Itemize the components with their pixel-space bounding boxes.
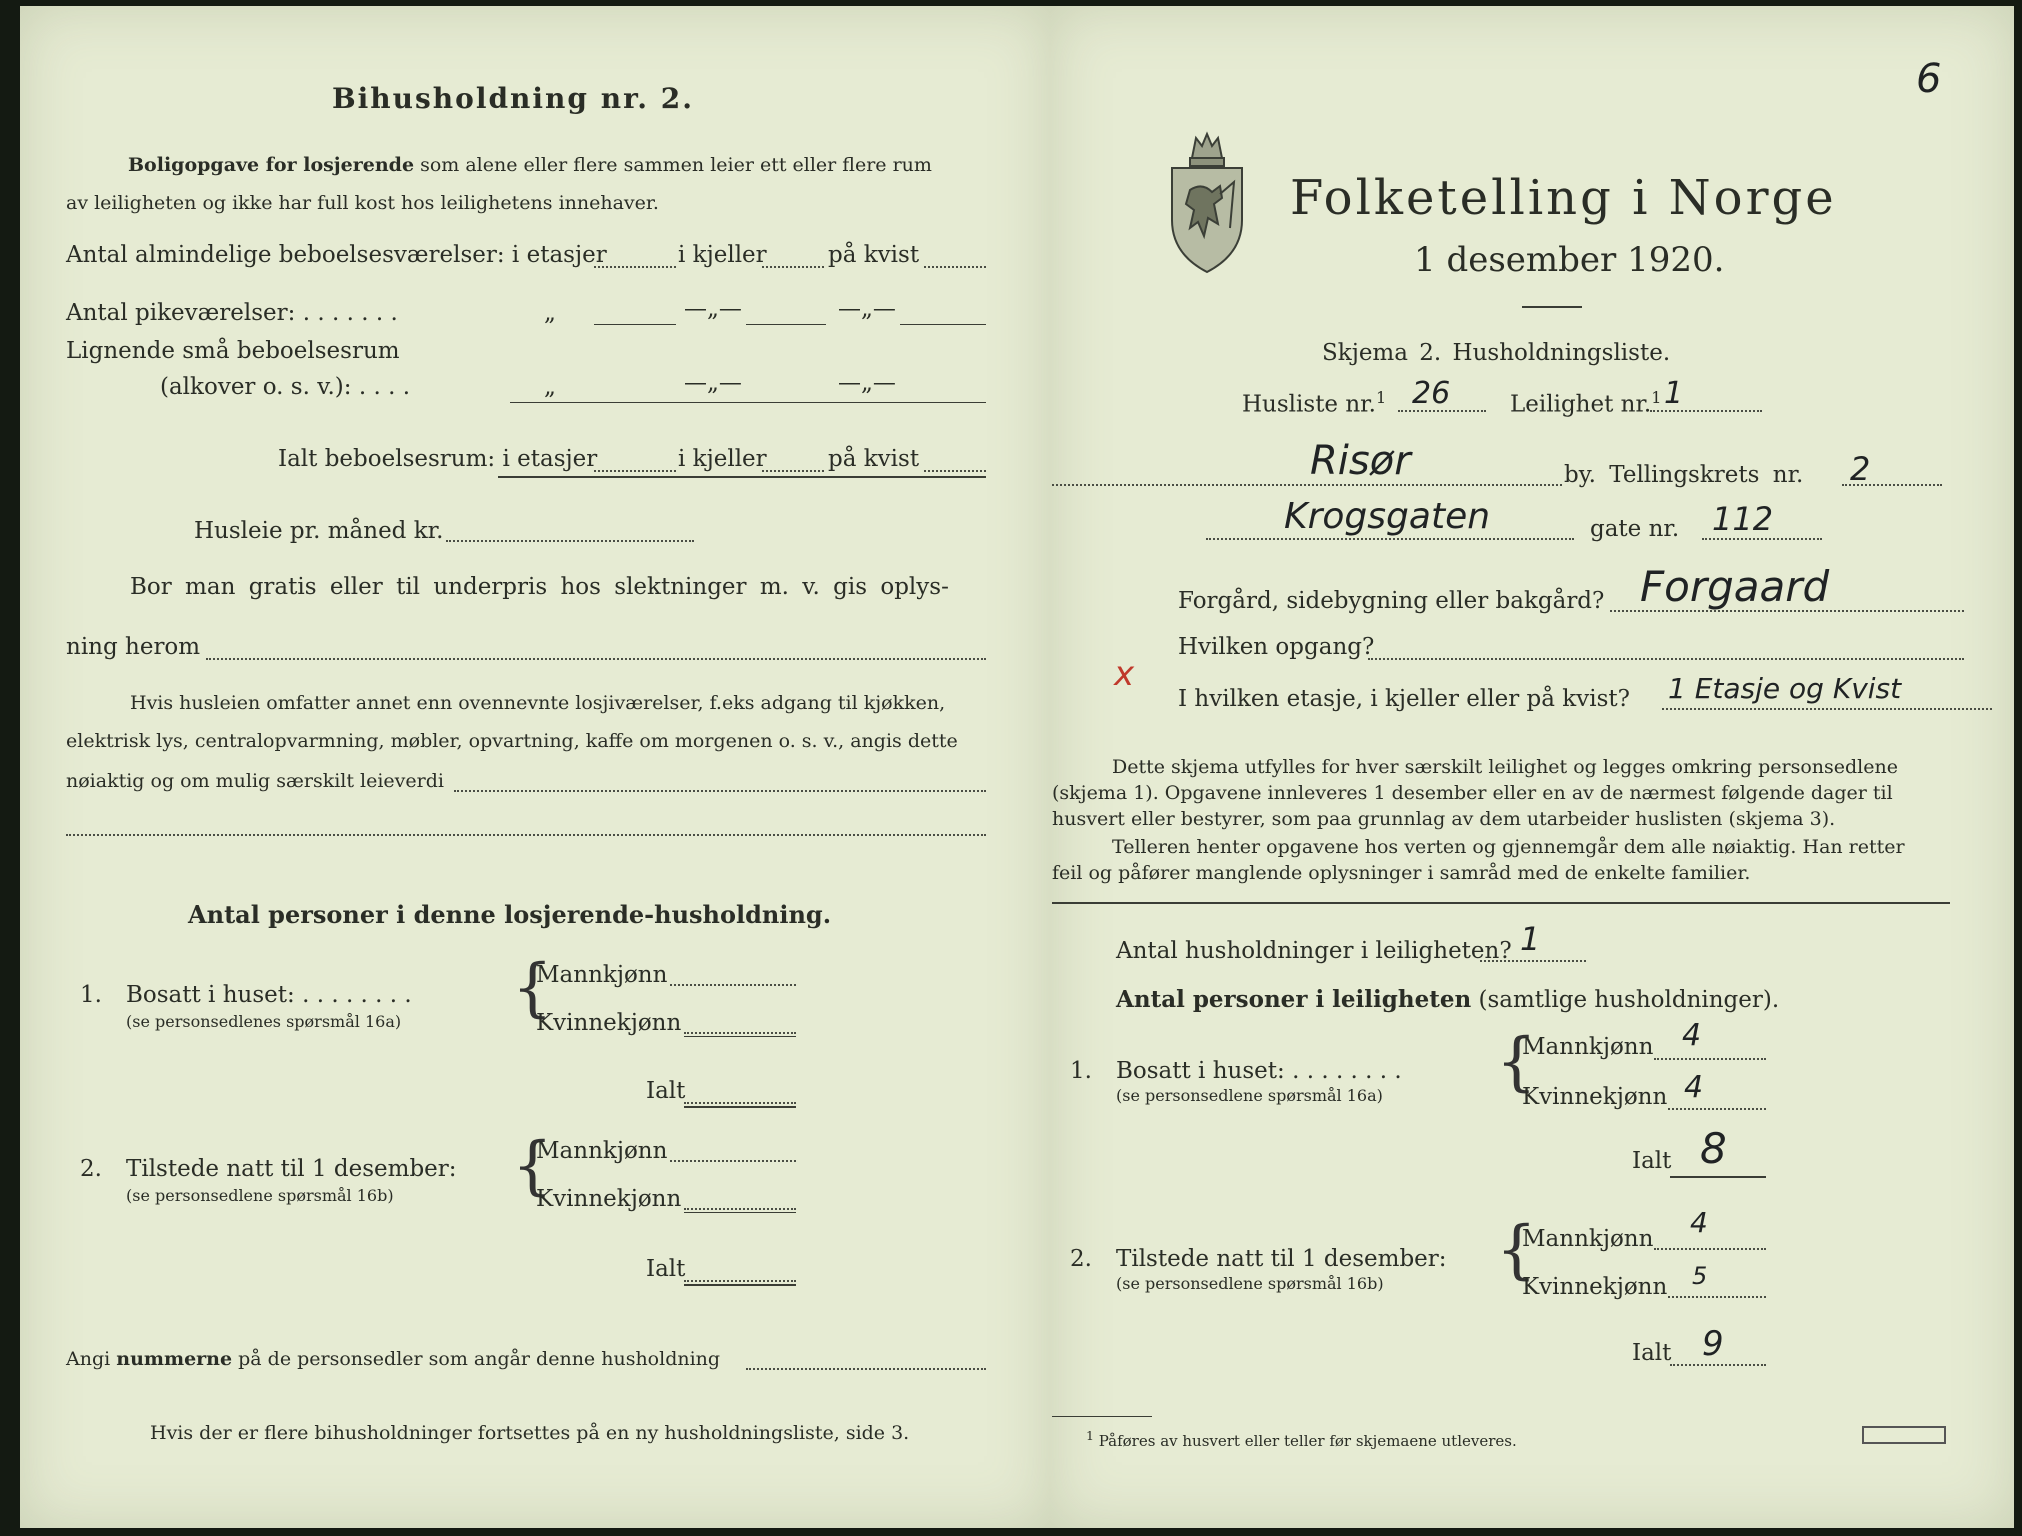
- r-q1-mann-label: Mannkjønn: [1522, 1034, 1654, 1060]
- q2-kvinne-label: Kvinnekjønn: [536, 1186, 682, 1212]
- bihusholdning-title: Bihusholdning nr. 2.: [332, 82, 694, 115]
- q1-number: 1.: [80, 982, 102, 1008]
- q2-kvinne-rule: [684, 1212, 796, 1213]
- pike-ditto-1: „: [544, 300, 556, 326]
- husliste-value: 26: [1412, 376, 1451, 411]
- ialt-kjeller-field[interactable]: [762, 470, 824, 472]
- title-underline: [1522, 306, 1582, 308]
- r-q2-mann-value: 4: [1690, 1206, 1708, 1239]
- city-value: Risør: [1310, 438, 1411, 484]
- ialt-etasjer-field[interactable]: [594, 470, 676, 472]
- red-x-mark: x: [1114, 654, 1135, 694]
- rooms-kjeller-label: i kjeller: [678, 242, 767, 268]
- q1-mann-label: Mannkjønn: [536, 962, 668, 988]
- angi-line: [66, 1348, 720, 1370]
- pike-label: Antal pikeværelser: . . . . . . .: [66, 300, 398, 326]
- pike-kjeller-field[interactable]: [746, 324, 826, 325]
- ialt-kvist-field[interactable]: [924, 470, 986, 472]
- left-page: [20, 6, 1050, 1528]
- r-q2-kvinne-value: 5: [1692, 1262, 1708, 1290]
- lignende-ditto-2: —„—: [684, 370, 742, 396]
- r-q2-label: Tilstede natt til 1 desember:: [1116, 1246, 1447, 1272]
- census-date: 1 desember 1920.: [1414, 240, 1725, 280]
- r-q1-kvinne-label: Kvinnekjønn: [1522, 1084, 1668, 1110]
- gratis-line-2: ning herom: [66, 634, 201, 660]
- antal-hush-label: Antal husholdninger i leiligheten?: [1116, 938, 1512, 964]
- pike-etasjer-field[interactable]: [594, 324, 676, 325]
- r-q1-ialt-rule: [1670, 1176, 1766, 1178]
- husleie-field[interactable]: [446, 540, 694, 542]
- r-q2-ialt-field[interactable]: [1670, 1364, 1766, 1366]
- etasje-field[interactable]: [1662, 708, 1992, 710]
- gate-label: gate nr.: [1590, 516, 1680, 542]
- persons-rest: (samtlige husholdninger).: [1478, 987, 1780, 1013]
- r-q1-ialt-label: Ialt: [1632, 1148, 1672, 1174]
- leieverdi-field[interactable]: [454, 790, 986, 792]
- rooms-kvist-field[interactable]: [924, 266, 986, 268]
- forgaard-label: Forgård, sidebygning eller bakgård?: [1178, 588, 1605, 614]
- r-q1-mann-value: 4: [1682, 1018, 1702, 1053]
- leilighet-label: Leilighet nr.$^1$: [1510, 388, 1662, 418]
- q2-ialt-label: Ialt: [646, 1256, 686, 1282]
- footnote-rule: [1052, 1416, 1152, 1417]
- instruction-divider: [1052, 902, 1950, 904]
- pike-ditto-3: —„—: [838, 296, 896, 322]
- r-q1-mann-field[interactable]: [1654, 1058, 1766, 1060]
- lignende-ditto-1: „: [544, 374, 556, 400]
- q1-kvinne-rule: [684, 1036, 796, 1037]
- lignende-label-2: (alkover o. s. v.): . . . .: [160, 374, 411, 400]
- rooms-etasjer-field[interactable]: [594, 266, 676, 268]
- lignende-label-1: Lignende små beboelsesrum: [66, 338, 400, 364]
- right-page: [1050, 6, 2014, 1528]
- instruction-line-5: feil og påfører manglende oplysninger i samråd med de enkelte familier.: [1052, 862, 1751, 884]
- opgang-field[interactable]: [1368, 658, 1964, 660]
- krets-value: 2: [1850, 450, 1871, 488]
- street-value: Krogsgaten: [1284, 496, 1491, 537]
- gate-value: 112: [1712, 500, 1774, 538]
- street-field[interactable]: [1206, 538, 1574, 540]
- q1-label: Bosatt i huset: . . . . . . . .: [126, 982, 412, 1008]
- r-q1-ialt-value: 8: [1700, 1124, 1727, 1173]
- husleie-label: Husleie pr. måned kr.: [194, 518, 444, 544]
- etasje-value: 1 Etasje og Kvist: [1668, 672, 1902, 705]
- r-q2-ialt-value: 9: [1702, 1324, 1724, 1364]
- ialt-kjeller-label: i kjeller: [678, 446, 767, 472]
- gratis-line-1: Bor man gratis eller til underpris hos slektninger m. v. gis oplys-: [130, 574, 949, 600]
- leieverdi-field-2[interactable]: [66, 834, 986, 836]
- r-q1-sub: (se personsedlene spørsmål 16a): [1116, 1086, 1383, 1105]
- q1-kvinne-label: Kvinnekjønn: [536, 1010, 682, 1036]
- intro-bold: Boligopgave for losjerende: [128, 154, 415, 176]
- r-q2-sub: (se personsedlene spørsmål 16b): [1116, 1274, 1384, 1293]
- husliste-label: Husliste nr.$^1$: [1242, 388, 1387, 418]
- persons-bold: Antal personer i leiligheten: [1116, 986, 1472, 1013]
- r-q1-brace: {: [1496, 1025, 1537, 1099]
- forgaard-value: Forgaard: [1640, 562, 1830, 611]
- q1-kvinne-field[interactable]: [684, 1032, 796, 1034]
- instruction-line-3: husvert eller bestyrer, som paa grunnlag av dem utarbeider huslisten (skjema 3).: [1052, 808, 1836, 830]
- r-q2-kvinne-label: Kvinnekjønn: [1522, 1274, 1668, 1300]
- rooms-kvist-label: på kvist: [828, 242, 920, 268]
- ialt-rooms-rule: [498, 476, 986, 478]
- rooms-kjeller-field[interactable]: [762, 266, 824, 268]
- omfatter-line-1: Hvis husleien omfatter annet enn ovennevnte losjiværelser, f.eks adgang til kjøkken,: [130, 692, 946, 714]
- persons-line: [1116, 986, 1779, 1013]
- q2-kvinne-field[interactable]: [684, 1208, 796, 1210]
- q2-ialt-rule: [684, 1284, 796, 1286]
- q2-number: 2.: [80, 1156, 102, 1182]
- coat-of-arms-icon: [1164, 124, 1250, 276]
- r-q1-label: Bosatt i huset: . . . . . . . .: [1116, 1058, 1402, 1084]
- r-q2-mann-label: Mannkjønn: [1522, 1226, 1654, 1252]
- q2-mann-field[interactable]: [670, 1160, 796, 1162]
- instruction-line-4: Telleren henter opgavene hos verten og gjennemgår dem alle nøiaktig. Han retter: [1112, 836, 1905, 858]
- leilighet-value: 1: [1664, 376, 1684, 411]
- q2-sub: (se personsedlene spørsmål 16b): [126, 1186, 394, 1205]
- angi-rest: på de personsedler som angår denne husholdning: [238, 1348, 721, 1370]
- instruction-line-1: Dette skjema utfylles for hver særskilt leilighet og legges omkring personsedlene: [1112, 756, 1898, 778]
- r-q1-kvinne-field[interactable]: [1668, 1108, 1766, 1110]
- city-field[interactable]: [1052, 484, 1562, 486]
- pike-kvist-field[interactable]: [900, 324, 986, 325]
- schema-label: Skjema 2. Husholdningsliste.: [1322, 340, 1671, 366]
- q1-mann-field[interactable]: [670, 984, 796, 986]
- intro-line-2: av leiligheten og ikke har full kost hos leilighetens innehaver.: [66, 192, 659, 214]
- pike-ditto-2: —„—: [684, 296, 742, 322]
- footnote-text: Påføres av husvert eller teller før skjemaene utleveres.: [1098, 1432, 1517, 1450]
- q1-brace: {: [512, 951, 553, 1025]
- r-q2-ialt-label: Ialt: [1632, 1340, 1672, 1366]
- footnote: [1086, 1428, 1517, 1450]
- q2-mann-label: Mannkjønn: [536, 1138, 668, 1164]
- ialt-kvist-label: på kvist: [828, 446, 920, 472]
- q1-sub: (se personsedlenes spørsmål 16a): [126, 1012, 402, 1031]
- q2-ialt-field[interactable]: [684, 1280, 796, 1282]
- q1-ialt-label: Ialt: [646, 1078, 686, 1104]
- etasje-label: I hvilken etasje, i kjeller eller på kvist?: [1178, 686, 1630, 712]
- q2-brace: {: [512, 1129, 553, 1203]
- instruction-line-2: (skjema 1). Opgavene innleveres 1 desember eller en av de nærmest følgende dager til: [1052, 782, 1893, 804]
- intro-rest: som alene eller flere sammen leier ett eller flere rum: [420, 154, 932, 176]
- page-number: 6: [1916, 56, 1942, 102]
- main-title: Folketelling i Norge: [1290, 170, 1837, 226]
- ialt-rooms-label: Ialt beboelsesrum: i etasjer: [278, 446, 598, 472]
- gate-field[interactable]: [1702, 538, 1822, 540]
- q2-label: Tilstede natt til 1 desember:: [126, 1156, 457, 1182]
- rooms-label: Antal almindelige beboelsesværelser: i etasjer: [66, 242, 607, 268]
- angi-field[interactable]: [746, 1368, 986, 1370]
- antal-hush-field[interactable]: [1480, 960, 1586, 962]
- angi-bold: nummerne: [116, 1348, 233, 1370]
- r-q2-brace: {: [1496, 1213, 1537, 1287]
- r-q1-number: 1.: [1070, 1058, 1092, 1084]
- q1-ialt-field[interactable]: [684, 1102, 796, 1104]
- r-q2-mann-field[interactable]: [1654, 1248, 1766, 1250]
- intro-line-1: [128, 154, 932, 176]
- lignende-ditto-3: —„—: [838, 370, 896, 396]
- lignende-field[interactable]: [510, 402, 986, 403]
- omfatter-line-2: elektrisk lys, centralopvarmning, møbler, opvartning, kaffe om morgenen o. s. v., angis dette: [66, 730, 958, 752]
- by-label: by. Tellingskrets nr.: [1564, 462, 1804, 488]
- persons-heading: Antal personer i denne losjerende-husholdning.: [188, 900, 832, 929]
- r-q2-kvinne-field[interactable]: [1668, 1296, 1766, 1298]
- printer-stamp: [1862, 1426, 1946, 1444]
- footnote-number: 1: [1086, 1428, 1094, 1443]
- r-q1-kvinne-value: 4: [1684, 1070, 1704, 1105]
- antal-hush-value: 1: [1520, 920, 1541, 958]
- left-footer: Hvis der er flere bihusholdninger fortsettes på en ny husholdningsliste, side 3.: [150, 1422, 910, 1444]
- angi-prefix: Angi: [66, 1348, 111, 1370]
- gratis-field[interactable]: [206, 658, 986, 660]
- omfatter-line-3: nøiaktig og om mulig særskilt leieverdi: [66, 770, 444, 792]
- opgang-label: Hvilken opgang?: [1178, 634, 1375, 660]
- q1-ialt-rule: [684, 1106, 796, 1108]
- r-q2-number: 2.: [1070, 1246, 1092, 1272]
